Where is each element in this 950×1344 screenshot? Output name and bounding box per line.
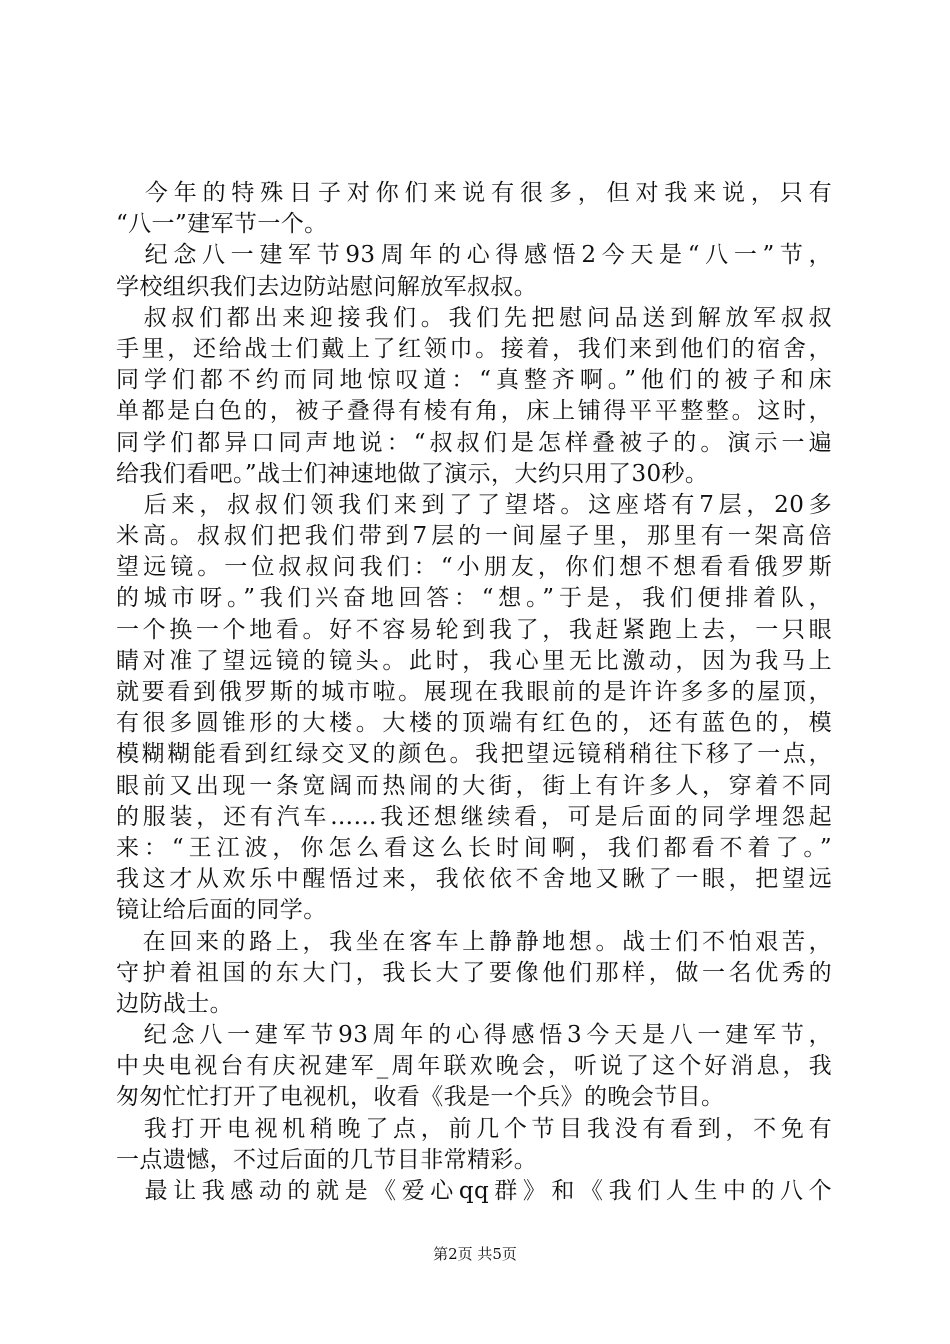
text-line: 纪念八一建军节93周年的心得感悟2今天是“八一”节， [116,242,832,269]
text-line: 望远镜。一位叔叔问我们：“小朋友，你们想不想看看俄罗斯 [116,554,832,581]
text-line: 镜让给后面的同学。 [116,897,327,924]
text-line: 同学们都不约而同地惊叹道：“真整齐啊。”他们的被子和床 [116,367,832,394]
text-line: 学校组织我们去边防站慰问解放军叔叔。 [116,273,538,300]
text-line: 中央电视台有庆祝建军_周年联欢晚会，听说了这个好消息，我 [116,1053,832,1080]
text-line: 单都是白色的，被子叠得有棱有角，床上铺得平平整整。这时， [116,398,832,425]
text-line: 匆匆忙忙打开了电视机，收看《我是一个兵》的晚会节目。 [116,1084,725,1111]
text-line: 眼前又出现一条宽阔而热闹的大街，街上有许多人，穿着不同 [116,772,832,799]
text-line: 给我们看吧。”战士们神速地做了演示，大约只用了30秒。 [116,460,709,487]
text-line: 纪念八一建军节93周年的心得感悟3今天是八一建军节， [116,1022,832,1049]
text-line: 我这才从欢乐中醒悟过来，我依依不舍地又瞅了一眼，把望远 [116,866,832,893]
text-line: 来：“王江波，你怎么看这么长时间啊，我们都看不着了。” [116,834,832,861]
text-line: 手里，还给战士们戴上了红领巾。接着，我们来到他们的宿舍， [116,335,832,362]
text-line: 就要看到俄罗斯的城市啦。展现在我眼前的是许许多多的屋顶， [116,679,832,705]
text-line: 的服装，还有汽车……我还想继续看，可是后面的同学埋怨起 [116,803,832,830]
text-line: 守护着祖国的东大门，我长大了要像他们那样，做一名优秀的 [116,959,832,986]
text-line: 一点遗憾，不过后面的几节目非常精彩。 [116,1146,538,1173]
text-line: 后来，叔叔们领我们来到了了望塔。这座塔有7层，20多 [116,491,832,518]
text-line: 米高。叔叔们把我们带到7层的一间屋子里，那里有一架高倍 [116,523,832,550]
text-line: “八一”建军节一个。 [116,211,328,238]
text-line: 同学们都异口同声地说：“叔叔们是怎样叠被子的。演示一遍 [116,429,832,456]
text-line: 睛对准了望远镜的镜头。此时，我心里无比激动，因为我马上 [116,647,832,674]
text-line: 我打开电视机稍晚了点，前几个节目我没有看到，不免有 [116,1115,832,1142]
text-line: 最让我感动的就是《爱心qq群》和《我们人生中的八个 [116,1178,832,1204]
text-line: 的城市呀。”我们兴奋地回答：“想。”于是，我们便排着队， [116,585,832,612]
text-line: 模糊糊能看到红绿交叉的颜色。我把望远镜稍稍往下移了一点， [116,741,832,768]
body-text [116,178,832,1207]
text-line: 一个换一个地看。好不容易轮到我了，我赶紧跑上去，一只眼 [116,616,832,643]
text-line: 叔叔们都出来迎接我们。我们先把慰问品送到解放军叔叔 [116,304,832,331]
page-footer: 第2页 共5页 [433,1245,517,1263]
text-line: 今年的特殊日子对你们来说有很多，但对我来说，只有 [116,180,832,206]
text-line: 在回来的路上，我坐在客车上静静地想。战士们不怕艰苦， [116,928,832,955]
text-line: 边防战士。 [116,990,233,1017]
text-line: 有很多圆锥形的大楼。大楼的顶端有红色的，还有蓝色的，模 [116,710,832,737]
